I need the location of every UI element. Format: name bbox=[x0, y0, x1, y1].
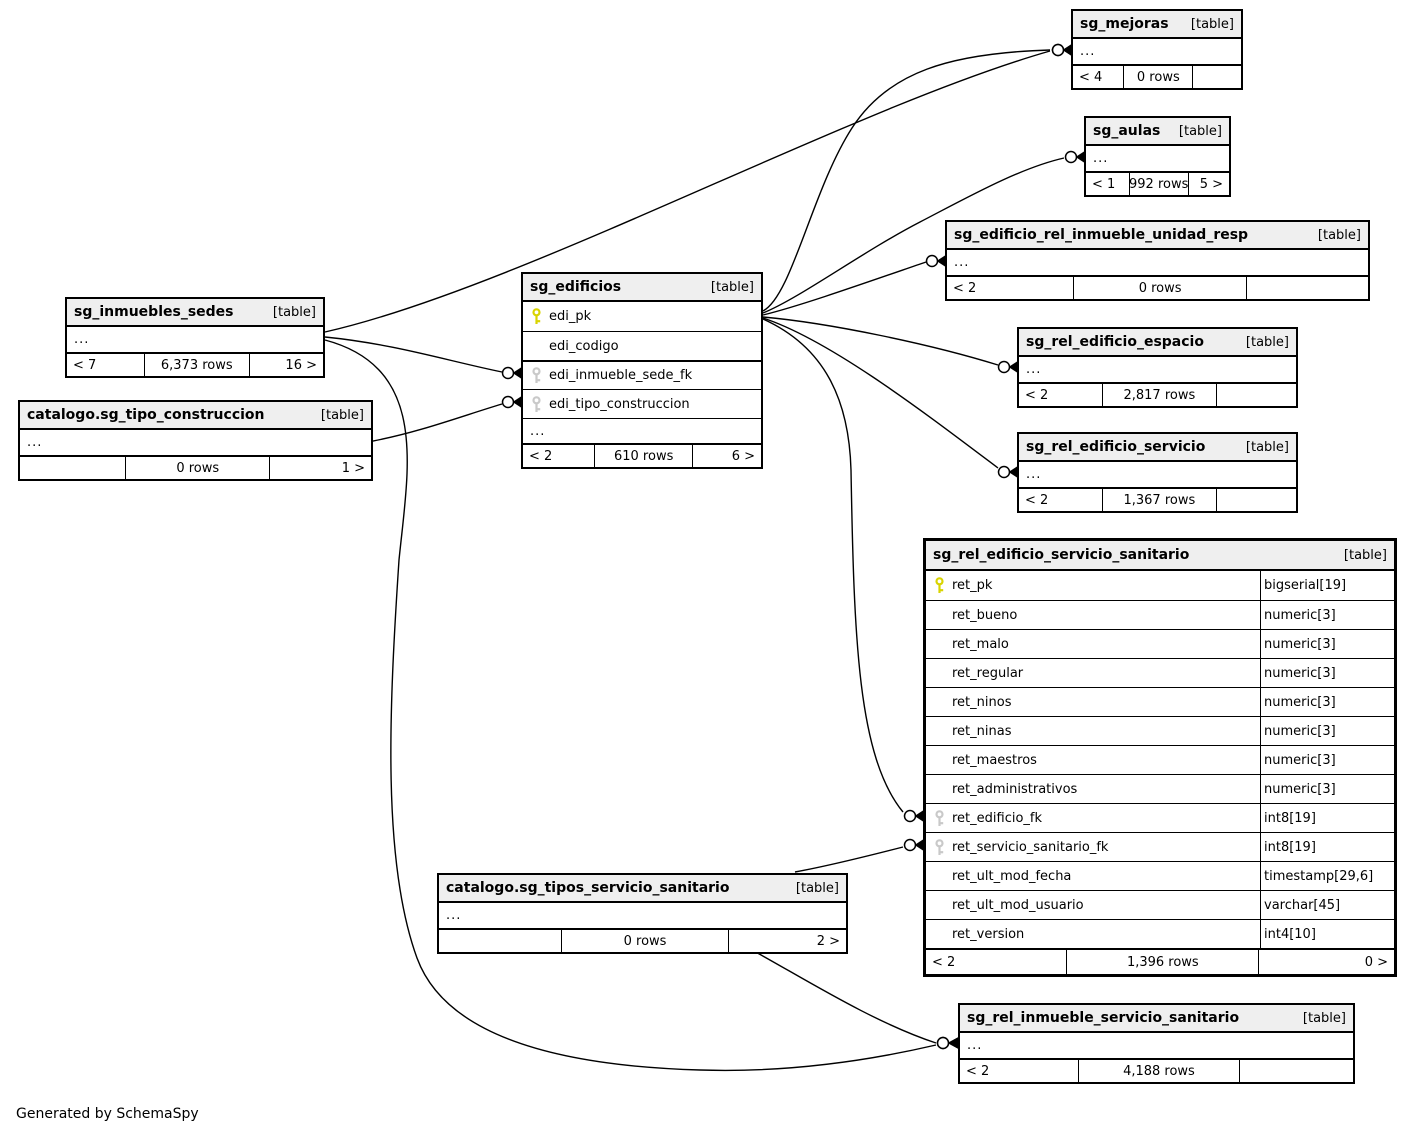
footer-parents: < 2 bbox=[1025, 492, 1049, 508]
table-footer bbox=[1019, 382, 1296, 406]
more-columns-ellipsis: ... bbox=[967, 1038, 983, 1053]
column-type: varchar[45] bbox=[1260, 891, 1394, 919]
footer-parents: < 2 bbox=[932, 954, 956, 970]
table-tag: [table] bbox=[272, 304, 316, 320]
column-name: ret_bueno bbox=[952, 607, 1018, 623]
key-spacer bbox=[926, 659, 952, 687]
table-name[interactable]: sg_rel_inmueble_servicio_sanitario bbox=[967, 1010, 1240, 1026]
column-name: ret_ult_mod_usuario bbox=[952, 897, 1084, 913]
zero-or-many-circle-icon bbox=[503, 368, 514, 379]
table-name[interactable]: sg_rel_edificio_espacio bbox=[1026, 334, 1204, 350]
footer-row-count: 4,188 rows bbox=[1078, 1060, 1239, 1082]
column-row-ret_malo bbox=[926, 629, 1394, 658]
column-row-edi_inmueble_sede_fk bbox=[523, 360, 761, 389]
footer-parents: < 2 bbox=[953, 280, 977, 296]
column-type: timestamp[29,6] bbox=[1260, 862, 1394, 890]
column-row-ret_bueno bbox=[926, 600, 1394, 629]
table-sg_rel_edificio_servicio bbox=[1017, 432, 1298, 513]
table-name[interactable]: sg_inmuebles_sedes bbox=[74, 304, 234, 320]
table-header bbox=[1086, 118, 1229, 146]
column-name: ret_ninas bbox=[952, 723, 1012, 739]
table-name[interactable]: catalogo.sg_tipo_construccion bbox=[27, 407, 265, 423]
column-type: int8[19] bbox=[1260, 804, 1394, 832]
table-sg_mejoras bbox=[1071, 9, 1243, 90]
edge-sg_inmuebles_sedes-to-sg_edificios-edi_inmueble_sede_fk bbox=[325, 337, 502, 372]
footer-row-count: 1,367 rows bbox=[1102, 489, 1216, 511]
table-header bbox=[439, 875, 846, 903]
footer-children bbox=[1239, 1060, 1353, 1082]
column-row-ret_ult_mod_usuario bbox=[926, 890, 1394, 919]
column-type: numeric[3] bbox=[1260, 717, 1394, 745]
footer-row-count: 0 rows bbox=[1073, 277, 1246, 299]
key-spacer bbox=[926, 920, 952, 948]
footer-row-count: 610 rows bbox=[594, 445, 692, 467]
foreign-key-icon bbox=[523, 362, 549, 389]
more-columns-ellipsis: ... bbox=[1080, 44, 1096, 59]
table-header bbox=[926, 541, 1394, 571]
table-tag: [table] bbox=[710, 279, 754, 295]
table-sg_edificio_rel_inmueble_unidad_resp bbox=[945, 220, 1370, 301]
column-name: ret_version bbox=[952, 926, 1025, 942]
column-type: numeric[3] bbox=[1260, 659, 1394, 687]
more-columns-ellipsis: ... bbox=[74, 332, 90, 347]
table-footer bbox=[947, 275, 1368, 299]
column-type: numeric[3] bbox=[1260, 601, 1394, 629]
footer-children: 16 > bbox=[249, 354, 323, 376]
column-name: ret_maestros bbox=[952, 752, 1037, 768]
column-row-ret_edificio_fk bbox=[926, 803, 1394, 832]
column-name: ret_ult_mod_fecha bbox=[952, 868, 1072, 884]
table-footer bbox=[439, 928, 846, 952]
edge-catalogo-sg_tipo_construccion-to-sg_edificios-edi_tipo_construccion bbox=[373, 404, 502, 441]
zero-or-many-circle-icon bbox=[999, 467, 1010, 478]
table-header bbox=[1019, 434, 1296, 462]
more-columns-ellipsis: ... bbox=[954, 255, 970, 270]
column-row-edi_tipo_construccion bbox=[523, 389, 761, 418]
footer-parents: < 2 bbox=[1025, 387, 1049, 403]
table-footer bbox=[926, 948, 1394, 974]
footer-parents bbox=[20, 457, 125, 479]
column-row-ret_servicio_sanitario_fk bbox=[926, 832, 1394, 861]
key-spacer bbox=[926, 688, 952, 716]
table-footer bbox=[67, 352, 323, 376]
edge-catalogo-sg_tipos_servicio_sanitario-to-sg_rel_inmueble_servicio_sanitario bbox=[752, 950, 936, 1043]
table-tag: [table] bbox=[1190, 16, 1234, 32]
table-header bbox=[20, 402, 371, 430]
table-footer bbox=[523, 443, 761, 467]
column-name: edi_codigo bbox=[549, 338, 619, 354]
table-footer bbox=[960, 1058, 1353, 1082]
column-type: numeric[3] bbox=[1260, 630, 1394, 658]
more-columns-ellipsis: ... bbox=[1093, 151, 1109, 166]
table-catalogo_sg_tipos_servicio_sanitario bbox=[437, 873, 848, 954]
more-columns-ellipsis: ... bbox=[27, 435, 43, 450]
zero-or-many-circle-icon bbox=[938, 1038, 949, 1049]
key-spacer bbox=[926, 601, 952, 629]
column-row-ret_maestros bbox=[926, 745, 1394, 774]
footer-parents: < 4 bbox=[1079, 69, 1103, 85]
table-sg_inmuebles_sedes bbox=[65, 297, 325, 378]
edge-sg_edificios-edi_pk-to-sg_edificio_rel_inmueble_unidad_resp bbox=[763, 262, 926, 315]
footer-children bbox=[1246, 277, 1368, 299]
key-spacer bbox=[926, 717, 952, 745]
column-name: edi_tipo_construccion bbox=[549, 396, 690, 412]
column-name: ret_ninos bbox=[952, 694, 1012, 710]
footer-children bbox=[1216, 384, 1296, 406]
table-sg_aulas bbox=[1084, 116, 1231, 197]
table-header bbox=[1019, 329, 1296, 357]
table-name[interactable]: sg_mejoras bbox=[1080, 16, 1169, 32]
column-row-ret_administrativos bbox=[926, 774, 1394, 803]
footer-children: 2 > bbox=[728, 930, 846, 952]
footer-row-count: 0 rows bbox=[561, 930, 728, 952]
table-tag: [table] bbox=[1302, 1010, 1346, 1026]
zero-or-many-circle-icon bbox=[905, 840, 916, 851]
footer-row-count: 2,817 rows bbox=[1102, 384, 1216, 406]
footer-parents: < 7 bbox=[73, 357, 97, 373]
footer-children bbox=[1216, 489, 1296, 511]
key-spacer bbox=[926, 775, 952, 803]
table-name[interactable]: sg_edificio_rel_inmueble_unidad_resp bbox=[954, 227, 1249, 243]
footer-row-count: 6,373 rows bbox=[144, 354, 249, 376]
foreign-key-icon bbox=[926, 804, 952, 832]
column-row-ret_ninas bbox=[926, 716, 1394, 745]
column-name: ret_malo bbox=[952, 636, 1009, 652]
column-name: ret_pk bbox=[952, 578, 993, 593]
column-name: edi_inmueble_sede_fk bbox=[549, 368, 693, 383]
more-columns-ellipsis: ... bbox=[1026, 362, 1042, 377]
zero-or-many-circle-icon bbox=[905, 811, 916, 822]
table-sg_rel_edificio_espacio bbox=[1017, 327, 1298, 408]
table-name[interactable]: sg_rel_edificio_servicio bbox=[1026, 439, 1206, 455]
table-tag: [table] bbox=[1245, 439, 1289, 455]
column-type: int8[19] bbox=[1260, 833, 1394, 861]
zero-or-many-circle-icon bbox=[503, 397, 514, 408]
table-header bbox=[523, 274, 761, 302]
column-row-ret_pk bbox=[926, 571, 1394, 600]
table-tag: [table] bbox=[795, 880, 839, 896]
column-name: ret_regular bbox=[952, 665, 1024, 681]
table-header bbox=[947, 222, 1368, 250]
more-columns-ellipsis: ... bbox=[523, 418, 761, 443]
footer-parents: < 1 bbox=[1092, 176, 1116, 192]
more-columns-ellipsis: ... bbox=[1026, 467, 1042, 482]
foreign-key-icon bbox=[523, 390, 549, 418]
table-footer bbox=[20, 455, 371, 479]
column-row-ret_ninos bbox=[926, 687, 1394, 716]
table-header bbox=[67, 299, 323, 327]
zero-or-many-circle-icon bbox=[927, 256, 938, 267]
footer-children: 0 > bbox=[1258, 950, 1394, 974]
column-type: numeric[3] bbox=[1260, 746, 1394, 774]
footer-row-count: 0 rows bbox=[1123, 66, 1192, 88]
footer-parents: < 2 bbox=[529, 448, 553, 464]
column-row-ret_version bbox=[926, 919, 1394, 948]
table-sg_rel_edificio_servicio_sanitario bbox=[923, 538, 1397, 977]
footer-children: 5 > bbox=[1188, 173, 1229, 195]
column-name: ret_edificio_fk bbox=[952, 810, 1043, 826]
column-row-edi_codigo bbox=[523, 331, 761, 360]
edge-sg_edificios-edi_pk-to-sg_rel_edificio_servicio_sanitario-ret_edificio_fk bbox=[763, 319, 903, 812]
key-spacer bbox=[926, 891, 952, 919]
generator-credit: Generated by SchemaSpy bbox=[16, 1106, 199, 1122]
table-tag: [table] bbox=[1343, 547, 1387, 563]
column-name: ret_servicio_sanitario_fk bbox=[952, 839, 1109, 855]
column-type: bigserial[19] bbox=[1260, 571, 1394, 600]
zero-or-many-circle-icon bbox=[1053, 45, 1064, 56]
zero-or-many-circle-icon bbox=[999, 362, 1010, 373]
column-type: numeric[3] bbox=[1260, 775, 1394, 803]
footer-children bbox=[1192, 66, 1241, 88]
table-name[interactable]: sg_edificios bbox=[530, 279, 622, 295]
primary-key-icon bbox=[926, 571, 952, 600]
footer-row-count: 992 rows bbox=[1129, 173, 1188, 195]
table-footer bbox=[1073, 64, 1241, 88]
zero-or-many-circle-icon bbox=[1066, 152, 1077, 163]
table-footer bbox=[1086, 171, 1229, 195]
column-type: numeric[3] bbox=[1260, 688, 1394, 716]
footer-row-count: 0 rows bbox=[125, 457, 269, 479]
edge-catalogo-sg_tipos_servicio_sanitario-to-sg_rel_edificio_servicio_sanitario-ret_servicio_sanitario_fk bbox=[795, 847, 903, 872]
column-row-ret_ult_mod_fecha bbox=[926, 861, 1394, 890]
column-type: int4[10] bbox=[1260, 920, 1394, 948]
foreign-key-icon bbox=[926, 833, 952, 861]
table-footer bbox=[1019, 487, 1296, 511]
table-tag: [table] bbox=[1245, 334, 1289, 350]
table-tag: [table] bbox=[1317, 227, 1361, 243]
column-name: edi_pk bbox=[549, 309, 592, 324]
footer-row-count: 1,396 rows bbox=[1066, 950, 1258, 974]
table-catalogo_sg_tipo_construccion bbox=[18, 400, 373, 481]
more-columns-ellipsis: ... bbox=[446, 908, 462, 923]
column-row-edi_pk bbox=[523, 302, 761, 331]
footer-children: 6 > bbox=[692, 445, 761, 467]
key-spacer bbox=[523, 332, 549, 360]
column-row-ret_regular bbox=[926, 658, 1394, 687]
table-name[interactable]: sg_aulas bbox=[1093, 123, 1161, 139]
footer-children: 1 > bbox=[269, 457, 371, 479]
key-spacer bbox=[926, 862, 952, 890]
column-name: ret_administrativos bbox=[952, 781, 1078, 797]
table-tag: [table] bbox=[320, 407, 364, 423]
footer-parents bbox=[439, 930, 561, 952]
key-spacer bbox=[926, 630, 952, 658]
primary-key-icon bbox=[523, 302, 549, 331]
table-name[interactable]: sg_rel_edificio_servicio_sanitario bbox=[933, 547, 1190, 563]
table-tag: [table] bbox=[1178, 123, 1222, 139]
table-header bbox=[1073, 11, 1241, 39]
table-name[interactable]: catalogo.sg_tipos_servicio_sanitario bbox=[446, 880, 730, 896]
table-sg_rel_inmueble_servicio_sanitario bbox=[958, 1003, 1355, 1084]
key-spacer bbox=[926, 746, 952, 774]
table-header bbox=[960, 1005, 1353, 1033]
table-sg_edificios bbox=[521, 272, 763, 469]
footer-parents: < 2 bbox=[966, 1063, 990, 1079]
